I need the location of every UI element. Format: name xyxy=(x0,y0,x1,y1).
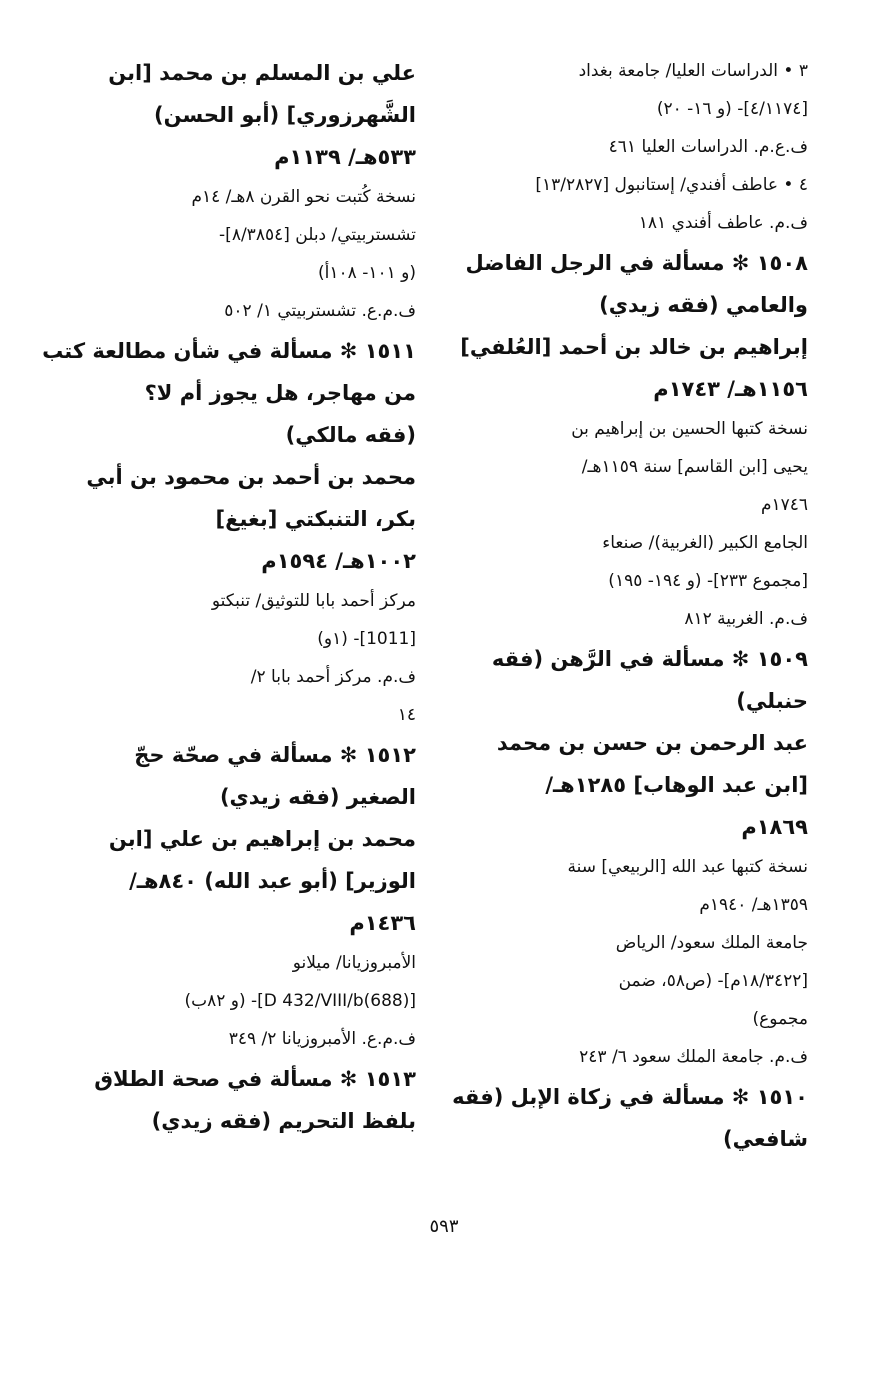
left-column-heading-line: من مهاجر، هل يجوز أم لا؟ xyxy=(144,381,416,405)
left-column-text-line: تشستربيتي/ دبلن [٨/٣٨٥٤]- xyxy=(219,225,416,245)
right-column-text-line: نسخة كتبها عبد الله [الربيعي] سنة xyxy=(567,857,808,877)
left-column-text-line: ف.م.ع. الأمبروزيانا ٢/ ٣٤٩ xyxy=(228,1029,416,1049)
left-column-text-line: [1011]- (١و) xyxy=(317,629,416,649)
left-column-heading-line: محمد بن أحمد بن محمود بن أبي xyxy=(86,465,416,489)
right-column-heading-line: ١٥٠٨ ✻ مسألة في الرجل الفاضل xyxy=(465,251,808,275)
left-column-heading-line: ١٤٣٦م xyxy=(349,911,416,935)
right-column-heading-line: إبراهيم بن خالد بن أحمد [العُلفي] xyxy=(460,335,808,359)
right-column-heading-line: ١١٥٦هـ/ ١٧٤٣م xyxy=(653,377,808,401)
page-number: ٥٩٣ xyxy=(429,1216,459,1237)
right-column-text-line: [١٨/٣٤٢٢م]- (ص٥٨، ضمن xyxy=(618,971,808,991)
right-column-text-line: جامعة الملك سعود/ الرياض xyxy=(615,933,808,953)
left-column-heading-line: بكر، التنبكتي [بغيغ] xyxy=(215,507,416,531)
left-column-text-line: ف.م. مركز أحمد بابا ٢/ xyxy=(250,667,416,687)
right-column-text-line: نسخة كتبها الحسين بن إبراهيم بن xyxy=(571,419,808,439)
right-column xyxy=(452,52,808,1160)
left-column-heading-line: (فقه مالكي) xyxy=(285,423,416,447)
right-column-text-line: مجموع) xyxy=(752,1009,808,1029)
left-column-heading-line: ١٥١٣ ✻ مسألة في صحة الطلاق xyxy=(94,1067,416,1091)
right-column-text-line: ف.م. جامعة الملك سعود ٦/ ٢٤٣ xyxy=(579,1047,808,1067)
left-column-heading-line: الشَّهرزوري] (أبو الحسن) xyxy=(153,103,416,127)
left-column-heading-line: الصغير (فقه زيدي) xyxy=(219,785,416,809)
right-column-text-line: ف.ع.م. الدراسات العليا ٤٦١ xyxy=(608,137,808,157)
right-column-text-line: [٤/١١٧٤]- (و ١٦- ٢٠) xyxy=(656,99,808,119)
left-column-text-line: الأمبروزيانا/ ميلانو xyxy=(292,953,416,973)
right-column-heading-line: ١٥١٠ ✻ مسألة في زكاة الإبل (فقه xyxy=(452,1085,808,1109)
left-column-text-line: ١٤ xyxy=(397,705,416,725)
left-column-text-line: (و ١٠١- ١٠٨أ) xyxy=(318,263,416,283)
right-column-heading-line: والعامي (فقه زيدي) xyxy=(599,293,808,317)
right-column-text-line: ف.م. عاطف أفندي ١٨١ xyxy=(638,213,808,233)
left-column-heading-line: بلفظ التحريم (فقه زيدي) xyxy=(151,1109,416,1133)
left-column-heading-line: ٥٣٣هـ/ ١١٣٩م xyxy=(274,145,416,169)
right-column-text-line: ٣ • الدراسات العليا/ جامعة بغداد xyxy=(578,61,808,81)
left-column-heading-line: الوزير] (أبو عبد الله) ٨٤٠هـ/ xyxy=(129,869,416,893)
left-column-heading-line: علي بن المسلم بن محمد [ابن xyxy=(108,61,416,85)
right-column-text-line: ١٧٤٦م xyxy=(760,495,808,515)
left-column-heading-line: ١٥١٢ ✻ مسألة في صحّة حجّ xyxy=(134,743,416,767)
left-column-heading-line: محمد بن إبراهيم بن علي [ابن xyxy=(108,827,416,851)
left-column-text-line: نسخة كُتبت نحو القرن ٨هـ/ ١٤م xyxy=(191,187,416,207)
left-column-text-line: [(688)D 432/VIII/b]- (و ٨٢ب) xyxy=(184,991,416,1011)
left-column-text-line: ف.م.ع. تشستربيتي ١/ ٥٠٢ xyxy=(224,301,416,321)
right-column-heading-line: شافعي) xyxy=(723,1127,808,1151)
left-column-heading-line: ١٠٠٢هـ/ ١٥٩٤م xyxy=(261,549,416,573)
right-column-heading-line: حنبلي) xyxy=(736,689,808,713)
left-column-heading-line: ١٥١١ ✻ مسألة في شأن مطالعة كتب xyxy=(42,339,416,363)
right-column-heading-line: ١٨٦٩م xyxy=(741,815,808,839)
left-column-text-line: مركز أحمد بابا للتوثيق/ تنبكتو xyxy=(211,591,416,611)
right-column-heading-line: [ابن عبد الوهاب] ١٢٨٥هـ/ xyxy=(545,773,808,797)
right-column-text-line: ف.م. الغربية ٨١٢ xyxy=(684,609,808,629)
right-column-text-line: يحيى [ابن القاسم] سنة ١١٥٩هـ/ xyxy=(581,457,808,477)
right-column-text-line: [مجموع ٢٣٣]- (و ١٩٤- ١٩٥) xyxy=(608,571,808,591)
left-column xyxy=(42,52,416,1142)
right-column-text-line: ٤ • عاطف أفندي/ إستانبول [١٣/٢٨٢٧] xyxy=(535,175,808,195)
right-column-text-line: ١٣٥٩هـ/ ١٩٤٠م xyxy=(699,895,808,915)
right-column-heading-line: ١٥٠٩ ✻ مسألة في الرَّهن (فقه xyxy=(491,647,808,671)
right-column-heading-line: عبد الرحمن بن حسن بن محمد xyxy=(496,731,808,755)
right-column-text-line: الجامع الكبير (الغربية)/ صنعاء xyxy=(602,533,808,553)
